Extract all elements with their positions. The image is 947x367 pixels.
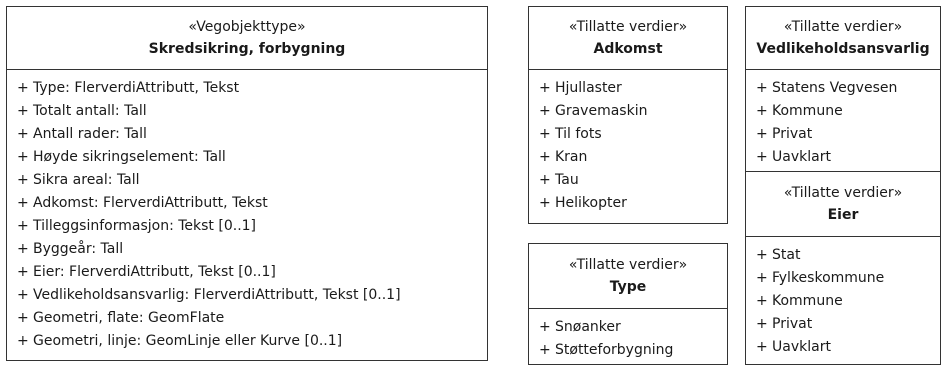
value-list (529, 309, 727, 362)
value-item (529, 123, 727, 146)
value-item (529, 146, 727, 169)
visibility-marker: + (539, 319, 551, 335)
visibility-marker: + (539, 195, 551, 211)
value-item (746, 100, 940, 123)
attribute-text: Eier: FlerverdiAttributt, Tekst [0..1] (33, 264, 276, 280)
visibility-marker: + (539, 172, 551, 188)
stereotype-label: «Tillatte verdier» (568, 19, 688, 35)
class-name: Eier (827, 207, 859, 223)
value-text: Privat (772, 126, 813, 142)
value-text: Helikopter (555, 195, 627, 211)
value-text: Kommune (772, 103, 843, 119)
value-text: Kommune (772, 293, 843, 309)
attribute-text: Byggeår: Tall (33, 241, 124, 257)
class-header (529, 244, 727, 309)
enum-type (528, 243, 728, 365)
visibility-marker: + (756, 247, 768, 263)
attribute-text: Høyde sikringselement: Tall (33, 149, 226, 165)
value-text: Uavklart (772, 149, 831, 165)
attribute-item (7, 100, 487, 123)
attribute-text: Totalt antall: Tall (33, 103, 147, 119)
visibility-marker: + (756, 293, 768, 309)
visibility-marker: + (539, 149, 551, 165)
visibility-marker: + (17, 195, 29, 211)
visibility-marker: + (756, 270, 768, 286)
visibility-marker: + (756, 103, 768, 119)
visibility-marker: + (17, 264, 29, 280)
visibility-marker: + (17, 310, 29, 326)
visibility-marker: + (756, 126, 768, 142)
class-name: Skredsikring, forbygning (148, 41, 346, 57)
class-header (529, 7, 727, 70)
attribute-item (7, 146, 487, 169)
class-name: Vedlikeholdsansvarlig (756, 41, 930, 57)
value-item (529, 192, 727, 215)
visibility-marker: + (756, 149, 768, 165)
value-text: Snøanker (555, 319, 621, 335)
enum-vedlikeholdsansvarlig-and-eier (745, 6, 941, 365)
attribute-item (7, 169, 487, 192)
stereotype-label: «Tillatte verdier» (783, 185, 903, 201)
class-header (746, 172, 940, 237)
attribute-item (7, 123, 487, 146)
visibility-marker: + (17, 103, 29, 119)
attribute-item (7, 330, 487, 353)
attribute-item (7, 238, 487, 261)
attribute-text: Tilleggsinformasjon: Tekst [0..1] (33, 218, 257, 234)
attribute-item (7, 215, 487, 238)
visibility-marker: + (539, 80, 551, 96)
visibility-marker: + (17, 218, 29, 234)
value-item (529, 169, 727, 192)
attribute-text: Vedlikeholdsansvarlig: FlerverdiAttributt, Tekst [0..1] (33, 287, 401, 303)
attribute-text: Geometri, flate: GeomFlate (33, 310, 225, 326)
value-text: Statens Vegvesen (772, 80, 898, 96)
class-header (746, 7, 940, 70)
visibility-marker: + (17, 126, 29, 142)
class-header (7, 7, 487, 70)
value-list (746, 70, 940, 169)
visibility-marker: + (756, 316, 768, 332)
value-item (529, 77, 727, 100)
attribute-item (7, 307, 487, 330)
attribute-text: Geometri, linje: GeomLinje eller Kurve [0..1] (33, 333, 343, 349)
value-item (746, 146, 940, 169)
visibility-marker: + (539, 126, 551, 142)
stereotype-label: «Vegobjekttype» (188, 19, 306, 35)
visibility-marker: + (17, 80, 29, 96)
attribute-list (7, 70, 487, 353)
visibility-marker: + (17, 149, 29, 165)
attribute-text: Antall rader: Tall (33, 126, 147, 142)
class-name: Adkomst (593, 41, 663, 57)
visibility-marker: + (756, 80, 768, 96)
attribute-text: Type: FlerverdiAttributt, Tekst (33, 80, 240, 96)
value-text: Støtteforbygning (555, 342, 674, 358)
value-item (746, 123, 940, 146)
attribute-text: Sikra areal: Tall (33, 172, 140, 188)
attribute-item (7, 261, 487, 284)
visibility-marker: + (17, 172, 29, 188)
attribute-item (7, 192, 487, 215)
stereotype-label: «Tillatte verdier» (783, 19, 903, 35)
attribute-text: Adkomst: FlerverdiAttributt, Tekst (33, 195, 268, 211)
enum-eier (746, 171, 940, 359)
value-text: Privat (772, 316, 813, 332)
class-skredsikring-forbygning (6, 6, 488, 361)
value-text: Stat (772, 247, 801, 263)
value-item (529, 339, 727, 362)
enum-adkomst (528, 6, 728, 224)
value-item (529, 316, 727, 339)
value-item (746, 267, 940, 290)
value-list (746, 237, 940, 359)
stereotype-label: «Tillatte verdier» (568, 257, 688, 273)
value-text: Uavklart (772, 339, 831, 355)
value-text: Til fots (555, 126, 602, 142)
visibility-marker: + (539, 342, 551, 358)
visibility-marker: + (756, 339, 768, 355)
value-text: Hjullaster (555, 80, 622, 96)
value-item (746, 244, 940, 267)
class-name: Type (609, 279, 647, 295)
value-text: Gravemaskin (555, 103, 648, 119)
value-item (746, 290, 940, 313)
attribute-item (7, 77, 487, 100)
visibility-marker: + (17, 241, 29, 257)
value-item (746, 77, 940, 100)
value-text: Fylkeskommune (772, 270, 885, 286)
visibility-marker: + (17, 287, 29, 303)
value-item (746, 336, 940, 359)
value-item (529, 100, 727, 123)
attribute-item (7, 284, 487, 307)
value-item (746, 313, 940, 336)
value-text: Tau (555, 172, 579, 188)
visibility-marker: + (17, 333, 29, 349)
value-list (529, 70, 727, 215)
visibility-marker: + (539, 103, 551, 119)
value-text: Kran (555, 149, 588, 165)
